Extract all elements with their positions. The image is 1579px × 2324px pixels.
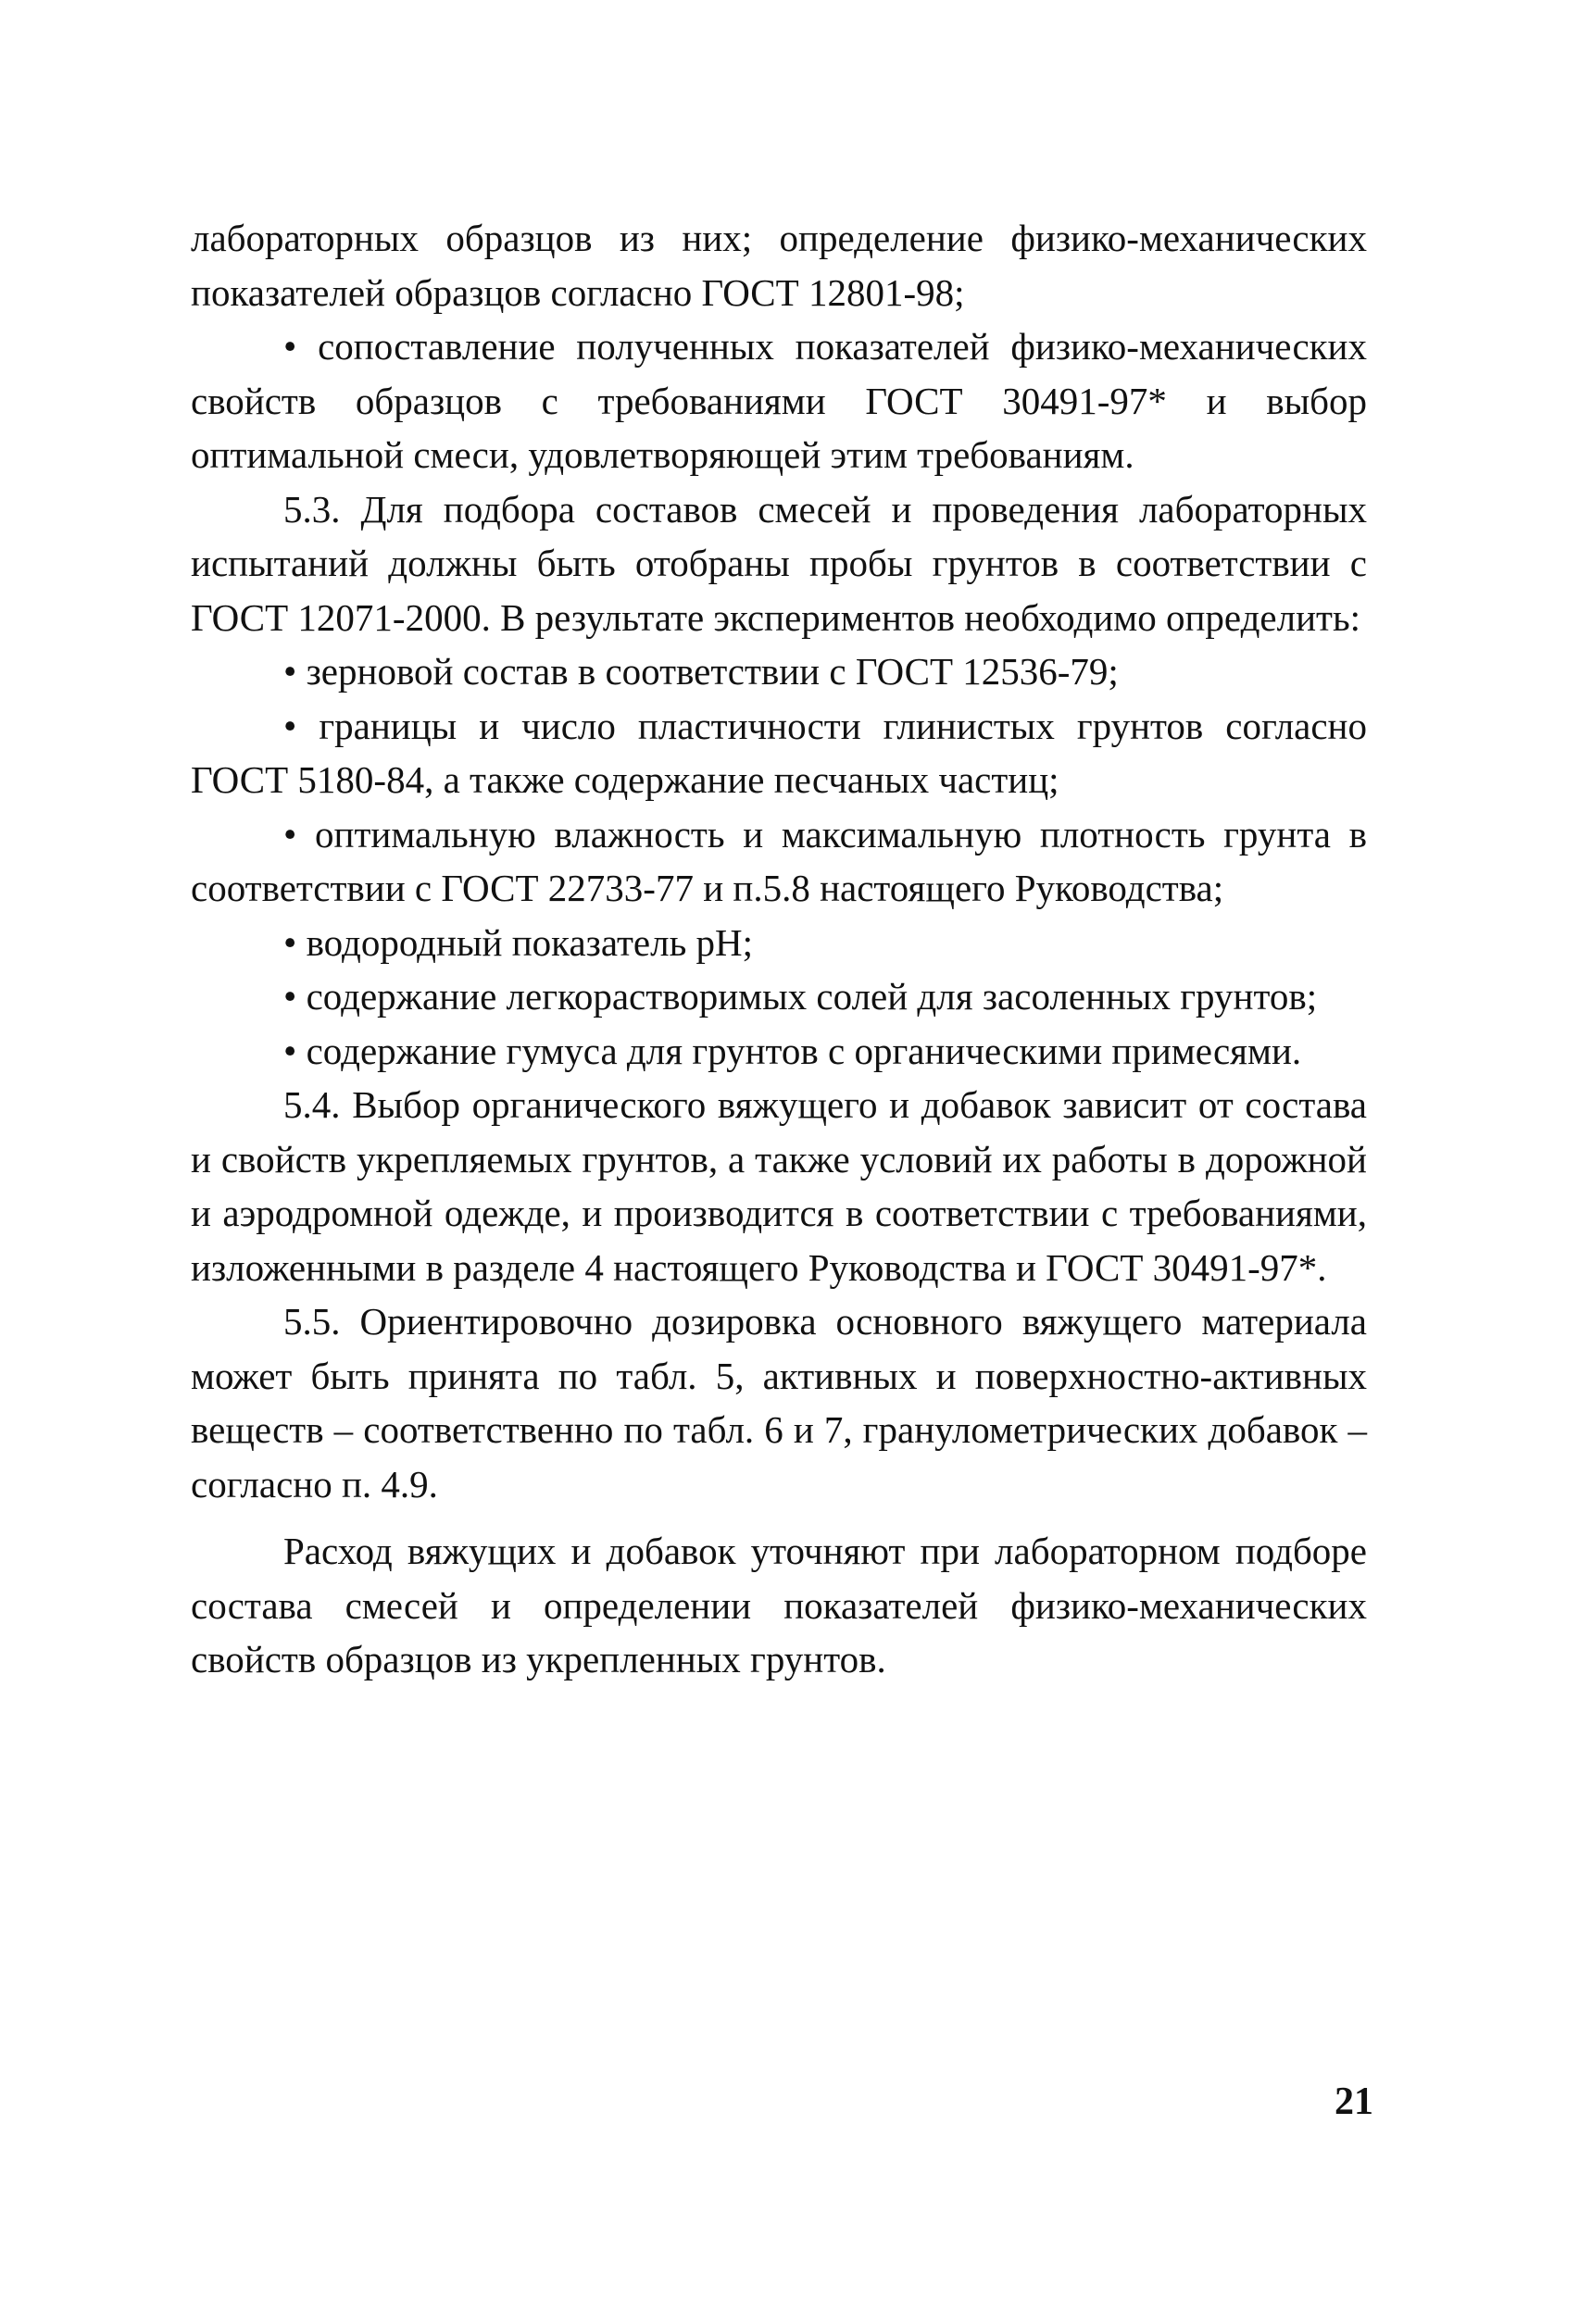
bullet-item-grain-composition: • зерновой состав в соответствии с ГОСТ 12536-79;	[283, 650, 1119, 693]
page-number: 21	[1335, 2080, 1373, 2123]
bullet-item-ph: • водородный показатель pH;	[283, 920, 754, 964]
paragraph-consumption: Расход вяжущих и добавок уточняют при лабораторном подборе состава смесей и определении показателей физико-механических свойств образцов из укрепленных грунтов.	[191, 1530, 1367, 1681]
bullet-item-humus: • содержание гумуса для грунтов с органическими примесями.	[283, 1029, 1302, 1072]
section-5-3: 5.3. Для подбора составов смесей и проведения лабораторных испытаний должны быть отобраны пробы грунтов в соответствии с ГОСТ 12071-2000. В результате экспериментов необходимо определить:	[191, 487, 1367, 639]
section-5-5: 5.5. Ориентировочно дозировка основного вяжущего материала может быть принята по табл. 5, активных и поверхностно-активных веществ – соответственно по табл. 6 и 7, гранулометрических добавок – согласно п. 4.9.	[191, 1300, 1367, 1506]
bullet-item-plasticity: • границы и число пластичности глинистых грунтов согласно ГОСТ 5180-84, а также содержание песчаных частиц;	[191, 704, 1367, 801]
body-text	[191, 211, 1367, 1687]
bullet-item-comparison: • сопоставление полученных показателей физико-механических свойств образцов с требованиями ГОСТ 30491-97* и выбор оптимальной смеси, удовлетворяющей этим требованиям.	[191, 325, 1367, 476]
paragraph-continuation: лабораторных образцов из них; определение физико-механических показателей образцов согласно ГОСТ 12801-98;	[191, 217, 1367, 314]
bullet-item-soluble-salts: • содержание легкорастворимых солей для засоленных грунтов;	[283, 975, 1318, 1018]
bullet-item-moisture-density: • оптимальную влажность и максимальную плотность грунта в соответствии с ГОСТ 22733-77 и п.5.8 настоящего Руководства;	[191, 812, 1367, 909]
section-5-4: 5.4. Выбор органического вяжущего и добавок зависит от состава и свойств укрепляемых грунтов, а также условий их работы в дорожной и аэродромной одежде, и производится в соответствии с требованиями, изложенными в разделе 4 настоящего Руководства и ГОСТ 30491-97*.	[191, 1083, 1367, 1289]
